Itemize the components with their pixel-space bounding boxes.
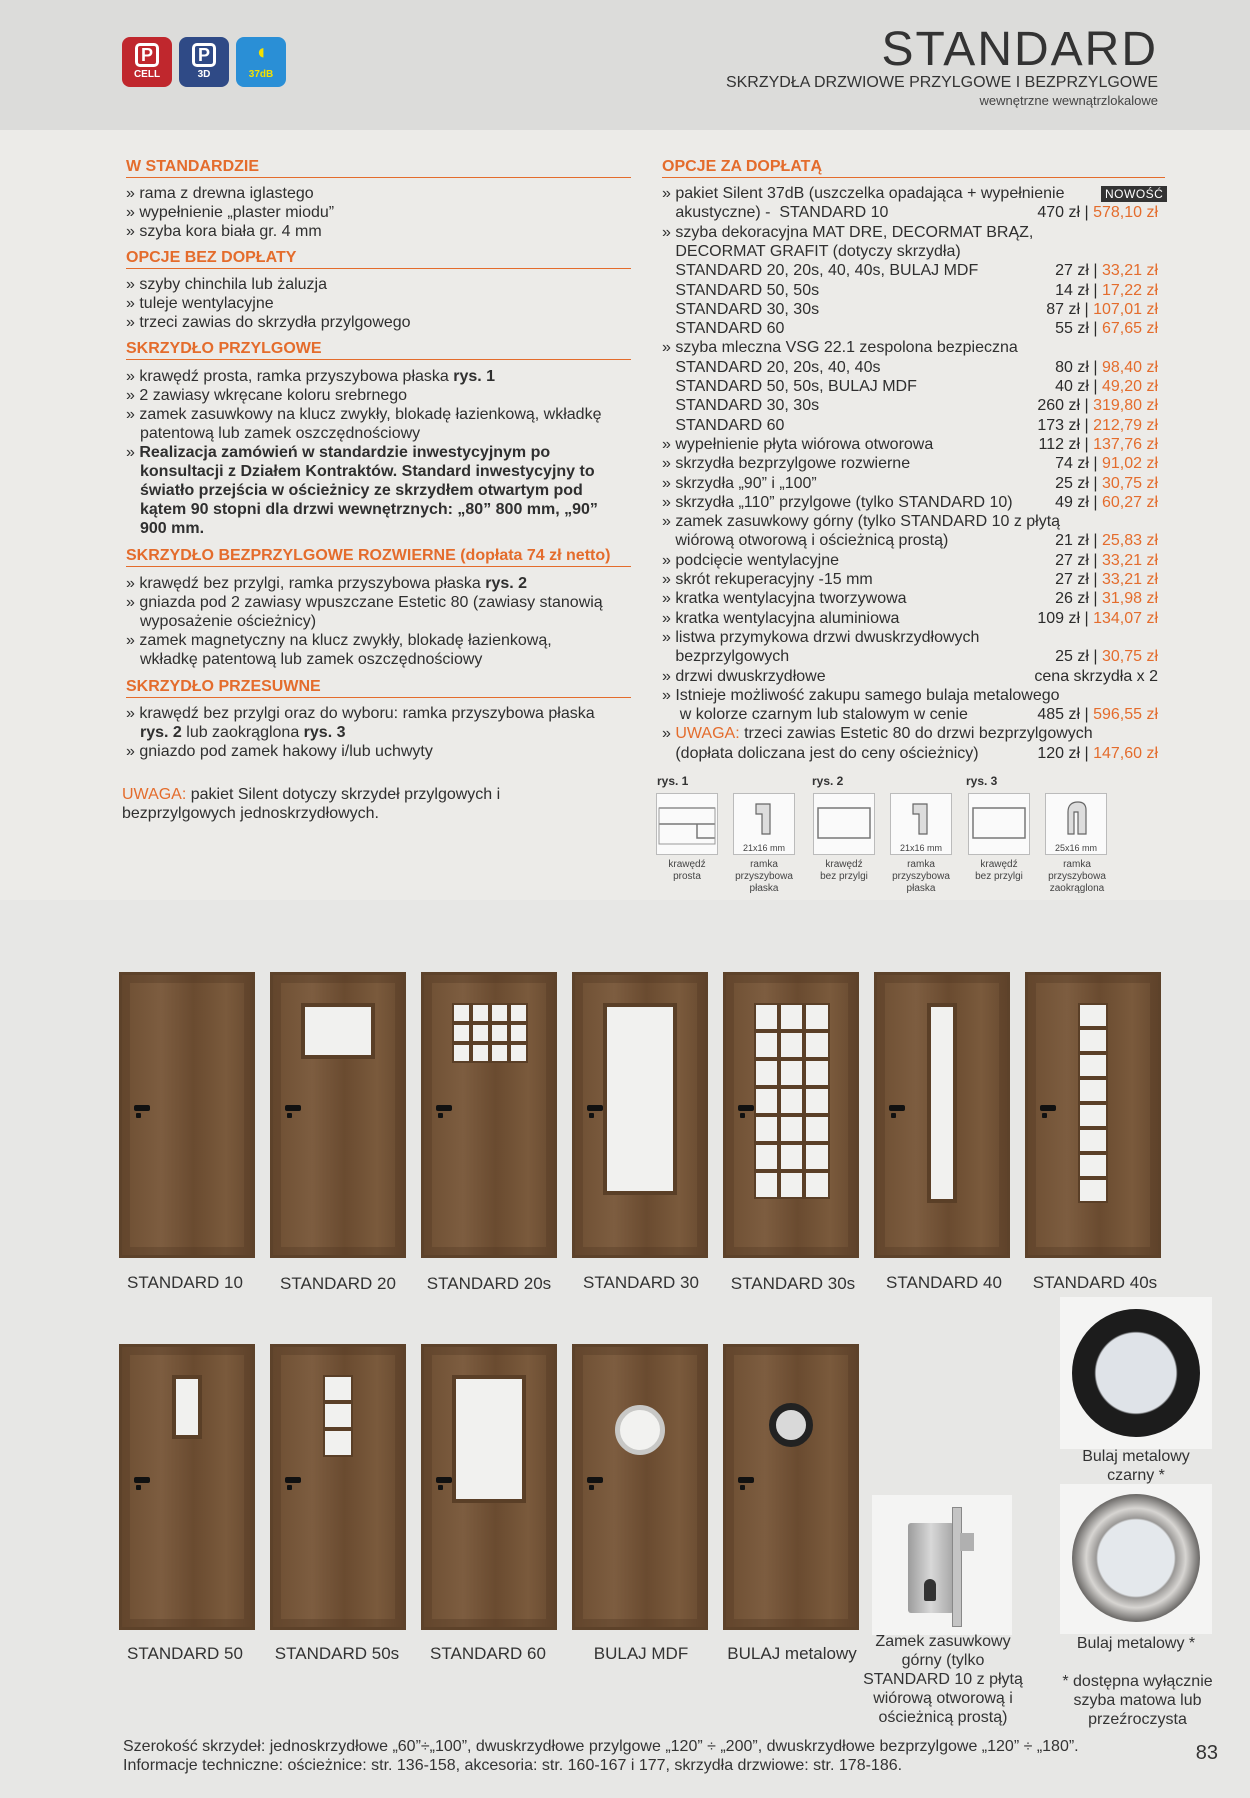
price-row-label: » kratka wentylacyjna tworzywowa (662, 590, 907, 607)
list-item: » krawędź bez przylgi oraz do wyboru: ramka przyszybowa płaska (126, 705, 595, 722)
price-value: 49 zł | 60,27 zł (1055, 494, 1158, 511)
door-label: STANDARD 50 (127, 1644, 243, 1663)
page-number: 83 (1195, 1742, 1218, 1764)
price-value: 27 zł | 33,21 zł (1055, 262, 1158, 279)
door-bulaj-mdf (572, 1344, 708, 1630)
profile-drawing (657, 794, 717, 854)
door-standard-50s (270, 1344, 406, 1630)
door-label: STANDARD 20 (280, 1274, 396, 1293)
price-row-label: » skrzydła „110” przylgowe (tylko STANDARD 10) (662, 494, 1013, 511)
door-label: BULAJ metalowy (727, 1644, 857, 1663)
footer-line-2: Informacje techniczne: ościeżnice: str. 136-158, akcesoria: str. 160-167 i 177, skrzydła drzwiowe: str. 178-186. (123, 1757, 903, 1774)
door-handle (436, 1105, 452, 1111)
uwaga-note: UWAGA: pakiet Silent dotyczy skrzydeł przylgowych i (122, 786, 501, 803)
door-handle (1040, 1105, 1056, 1111)
cell-badge: P CELL (122, 37, 172, 87)
price-row-label: » listwa przymykowa drzwi dwuskrzydłowych (662, 629, 980, 646)
list-item: » krawędź prosta, ramka przyszybowa płaska rys. 1 (126, 368, 496, 385)
price-row-label: » drzwi dwuskrzydłowe (662, 668, 826, 685)
door-standard-30 (572, 972, 708, 1258)
list-item: konsultacji z Działem Kontraktów. Standard inwestycyjny to (140, 463, 595, 480)
acoustic-badge: ◖ 37dB (236, 37, 286, 87)
section-bezprzylgowe: SKRZYDŁO BEZPRZYLGOWE ROZWIERNE (dopłata 74 zł netto) (126, 547, 631, 567)
price-row-label: » UWAGA: trzeci zawias Estetic 80 do drzwi bezprzylgowych (662, 725, 1093, 742)
profile-edge-no-rebate (968, 793, 1030, 855)
price-row-label: w kolorze czarnym lub stalowym w cenie (662, 706, 968, 723)
price-value: 80 zł | 98,40 zł (1055, 359, 1158, 376)
price-row-label: bezprzylgowych (662, 648, 790, 665)
profile-caption: krawędź bez przylgi (975, 859, 1023, 882)
bulaj-black-caption: Bulaj metalowy czarny * (1082, 1448, 1190, 1484)
price-row-label: STANDARD 60 (662, 320, 785, 337)
door-standard-10 (119, 972, 255, 1258)
price-row-label: » podcięcie wentylacyjne (662, 552, 839, 569)
price-row-label: » pakiet Silent 37dB (uszczelka opadająca + wypełnienie (662, 185, 1065, 202)
page-subtitle-2: wewnętrzne wewnątrzlokalowe (979, 93, 1158, 108)
list-item: » zamek magnetyczny na klucz zwykły, blokadę łazienkową, (126, 632, 552, 649)
price-value: 21 zł | 25,83 zł (1055, 532, 1158, 549)
section-przylgowe: SKRZYDŁO PRZYLGOWE (126, 340, 631, 360)
profile-bead-flat: 21x16 mm (733, 793, 795, 855)
price-value: 109 zł | 134,07 zł (1037, 610, 1158, 627)
profile-bead-flat: 21x16 mm (890, 793, 952, 855)
list-item: patentową lub zamek oszczędnościowy (140, 425, 421, 442)
price-value: 485 zł | 596,55 zł (1037, 706, 1158, 723)
price-value: 26 zł | 31,98 zł (1055, 590, 1158, 607)
profile-caption: krawędź bez przylgi (820, 859, 868, 882)
porthole-steel (1072, 1494, 1200, 1622)
profile-drawing (814, 794, 874, 854)
door-label: STANDARD 40s (1032, 1273, 1158, 1292)
door-label: STANDARD 20s (426, 1274, 552, 1293)
list-item: 900 mm. (140, 520, 205, 537)
porthole (769, 1403, 813, 1447)
price-row-label: akustyczne) - STANDARD 10 (662, 204, 889, 221)
door-standard-20s (421, 972, 557, 1258)
door-glass-grid (754, 1003, 830, 1199)
door-glass (603, 1003, 677, 1195)
door-handle (134, 1105, 150, 1111)
price-value: 260 zł | 319,80 zł (1037, 397, 1158, 414)
list-item: » krawędź bez przylgi, ramka przyszybowa płaska rys. 2 (126, 575, 528, 592)
door-label: STANDARD 30s (730, 1274, 856, 1293)
price-value: 87 zł | 107,01 zł (1046, 301, 1158, 318)
bulaj-black-photo (1060, 1297, 1212, 1449)
lock-photo (872, 1495, 1012, 1635)
price-value: 14 zł | 17,22 zł (1055, 282, 1158, 299)
profile-caption: ramka przyszybowa zaokrąglona (1048, 859, 1106, 894)
door-handle (587, 1105, 603, 1111)
door-standard-60 (421, 1344, 557, 1630)
price-row-label: » zamek zasuwkowy górny (tylko STANDARD 10 z płytą (662, 513, 1061, 530)
bulaj-steel-photo (1060, 1484, 1212, 1634)
list-item: » gniazdo pod zamek hakowy i/lub uchwyty (126, 743, 433, 760)
price-row-label: DECORMAT GRAFIT (dotyczy skrzydła) (662, 243, 961, 260)
section-przesuwne: SKRZYDŁO PRZESUWNE (126, 678, 631, 698)
page-title: STANDARD (881, 23, 1158, 76)
list-item: » rama z drewna iglastego (126, 185, 314, 202)
price-row-label: » kratka wentylacyjna aluminiowa (662, 610, 900, 627)
price-row-label: STANDARD 20, 20s, 40, 40s, BULAJ MDF (662, 262, 979, 279)
list-item: » tuleje wentylacyjne (126, 295, 274, 312)
door-label: BULAJ MDF (593, 1644, 689, 1663)
list-item: » Realizacja zamówień w standardzie inwestycyjnym po (126, 444, 551, 461)
door-glass-grid (1078, 1003, 1108, 1203)
price-row-label: » szyba mleczna VSG 22.1 zespolona bezpieczna (662, 339, 1018, 356)
footer-line-1: Szerokość skrzydeł: jednoskrzydłowe „60”÷„100”, dwuskrzydłowe przylgowe „120” ÷ „200”, dwuskrzydłowe bezprzylgowe „120” ÷ „180”. (123, 1738, 1079, 1755)
door-label: STANDARD 50s (274, 1644, 400, 1663)
door-standard-30s (723, 972, 859, 1258)
bulaj-note: * dostępna wyłącznie szyba matowa lub przeźroczysta (1062, 1673, 1213, 1728)
price-row-label: STANDARD 20, 20s, 40, 40s (662, 359, 881, 376)
door-glass-grid (452, 1003, 528, 1063)
profile-caption: ramka przyszybowa płaska (735, 859, 793, 894)
rys-label: rys. 2 (812, 774, 844, 788)
keyhole-icon (924, 1579, 936, 1601)
nowosc-badge: NOWOŚĆ (1101, 186, 1167, 202)
price-row-label: (dopłata doliczana jest do ceny ościeżnicy) (662, 745, 979, 762)
door-bulaj-metalowy (723, 1344, 859, 1630)
list-item: » wypełnienie „plaster miodu” (126, 204, 335, 221)
list-item: » szyba kora biała gr. 4 mm (126, 223, 322, 240)
door-glass-grid (323, 1375, 353, 1457)
section-bez-doplaty: OPCJE BEZ DOPŁATY (126, 249, 631, 269)
price-row-label: STANDARD 50, 50s (662, 282, 820, 299)
price-row-label: » wypełnienie płyta wiórowa otworowa (662, 436, 934, 453)
profile-caption: ramka przyszybowa płaska (892, 859, 950, 894)
price-row-label: » skrót rekuperacyjny -15 mm (662, 571, 873, 588)
door-standard-50 (119, 1344, 255, 1630)
door-handle (285, 1477, 301, 1483)
uwaga-note-2: bezprzylgowych jednoskrzydłowych. (122, 805, 379, 822)
door-glass (927, 1003, 957, 1203)
price-row-label: wiórową otworową i ościeżnicą prostą) (662, 532, 949, 549)
profile-edge-straight (656, 793, 718, 855)
list-item: » zamek zasuwkowy na klucz zwykły, blokadę łazienkową, wkładkę (126, 406, 602, 423)
price-value: 112 zł | 137,76 zł (1038, 436, 1158, 453)
price-value: 27 zł | 33,21 zł (1055, 552, 1158, 569)
door-label: STANDARD 10 (127, 1273, 243, 1292)
price-value: cena skrzydła x 2 (1034, 668, 1158, 685)
price-value: 40 zł | 49,20 zł (1055, 378, 1158, 395)
door-glass (301, 1003, 375, 1059)
list-item: kątem 90 stopni dla drzwi wewnętrznych: „80” 800 mm, „90” (140, 501, 598, 518)
price-row-label: STANDARD 30, 30s (662, 397, 820, 414)
rys-label: rys. 1 (657, 774, 689, 788)
profile-bead-rounded: 25x16 mm (1045, 793, 1107, 855)
price-row-label: » Istnieje możliwość zakupu samego bulaja metalowego (662, 687, 1060, 704)
price-row-label: STANDARD 50, 50s, BULAJ MDF (662, 378, 917, 395)
door-label: STANDARD 60 (430, 1644, 546, 1663)
section-opcje-za-doplata: OPCJE ZA DOPŁATĄ (662, 158, 1165, 178)
bulaj-steel-caption: Bulaj metalowy * (1076, 1635, 1196, 1652)
door-handle (889, 1105, 905, 1111)
price-row-label: STANDARD 60 (662, 417, 785, 434)
price-value: 27 zł | 33,21 zł (1055, 571, 1158, 588)
list-item: » trzeci zawias do skrzydła przylgowego (126, 314, 411, 331)
profile-caption: krawędź prosta (668, 859, 706, 882)
price-row-label: » szyba dekoracyjna MAT DRE, DECORMAT BRĄZ, (662, 224, 1034, 241)
list-item: wyposażenie ościeżnicy) (140, 613, 317, 630)
door-handle (134, 1477, 150, 1483)
speaker-icon: ◖ (254, 39, 268, 64)
door-glass (452, 1375, 526, 1503)
porthole (615, 1405, 665, 1455)
door-standard-40s (1025, 972, 1161, 1258)
price-value: 25 zł | 30,75 zł (1055, 475, 1158, 492)
rys-label: rys. 3 (966, 774, 998, 788)
page-subtitle: SKRZYDŁA DRZWIOWE PRZYLGOWE I BEZPRZYLGOWE (725, 74, 1158, 91)
price-value: 470 zł | 578,10 zł (1037, 204, 1158, 221)
door-label: STANDARD 40 (886, 1273, 1002, 1292)
price-row-label: STANDARD 30, 30s (662, 301, 820, 318)
3d-badge: P 3D (179, 37, 229, 87)
list-item: rys. 2 lub zaokrąglona rys. 3 (140, 724, 346, 741)
price-value: 120 zł | 147,60 zł (1037, 745, 1158, 762)
price-value: 173 zł | 212,79 zł (1037, 417, 1158, 434)
lock-latch (960, 1533, 974, 1551)
door-handle (587, 1477, 603, 1483)
price-row-label: » skrzydła „90” i „100” (662, 475, 817, 492)
porthole-black (1072, 1309, 1200, 1437)
list-item: » 2 zawiasy wkręcane koloru srebrnego (126, 387, 408, 404)
price-row-label: » skrzydła bezprzylgowe rozwierne (662, 455, 911, 472)
door-handle (738, 1105, 754, 1111)
section-w-standardzie: W STANDARDZIE (126, 158, 631, 178)
profile-edge-no-rebate (813, 793, 875, 855)
profile-drawing (969, 794, 1029, 854)
list-item: » gniazda pod 2 zawiasy wpuszczane Estetic 80 (zawiasy stanowią (126, 594, 603, 611)
price-value: 25 zł | 30,75 zł (1055, 648, 1158, 665)
list-item: » szyby chinchila lub żaluzja (126, 276, 327, 293)
door-label: STANDARD 30 (583, 1273, 699, 1292)
door-handle (738, 1477, 754, 1483)
door-standard-20 (270, 972, 406, 1258)
door-handle (436, 1477, 452, 1483)
list-item: światło przejścia w ościeżnicy ze skrzydłem otwartym pod (140, 482, 583, 499)
door-glass (172, 1375, 202, 1439)
price-value: 55 zł | 67,65 zł (1055, 320, 1158, 337)
price-value: 74 zł | 91,02 zł (1055, 455, 1158, 472)
lock-caption: Zamek zasuwkowy górny (tylko STANDARD 10 z płytą wiórową otworową i ościeżnicą prostą) (863, 1633, 1023, 1726)
door-standard-40 (874, 972, 1010, 1258)
door-handle (285, 1105, 301, 1111)
header (0, 0, 1250, 130)
list-item: wkładkę patentową lub zamek oszczędnościowy (140, 651, 483, 668)
lock-faceplate (952, 1507, 962, 1627)
